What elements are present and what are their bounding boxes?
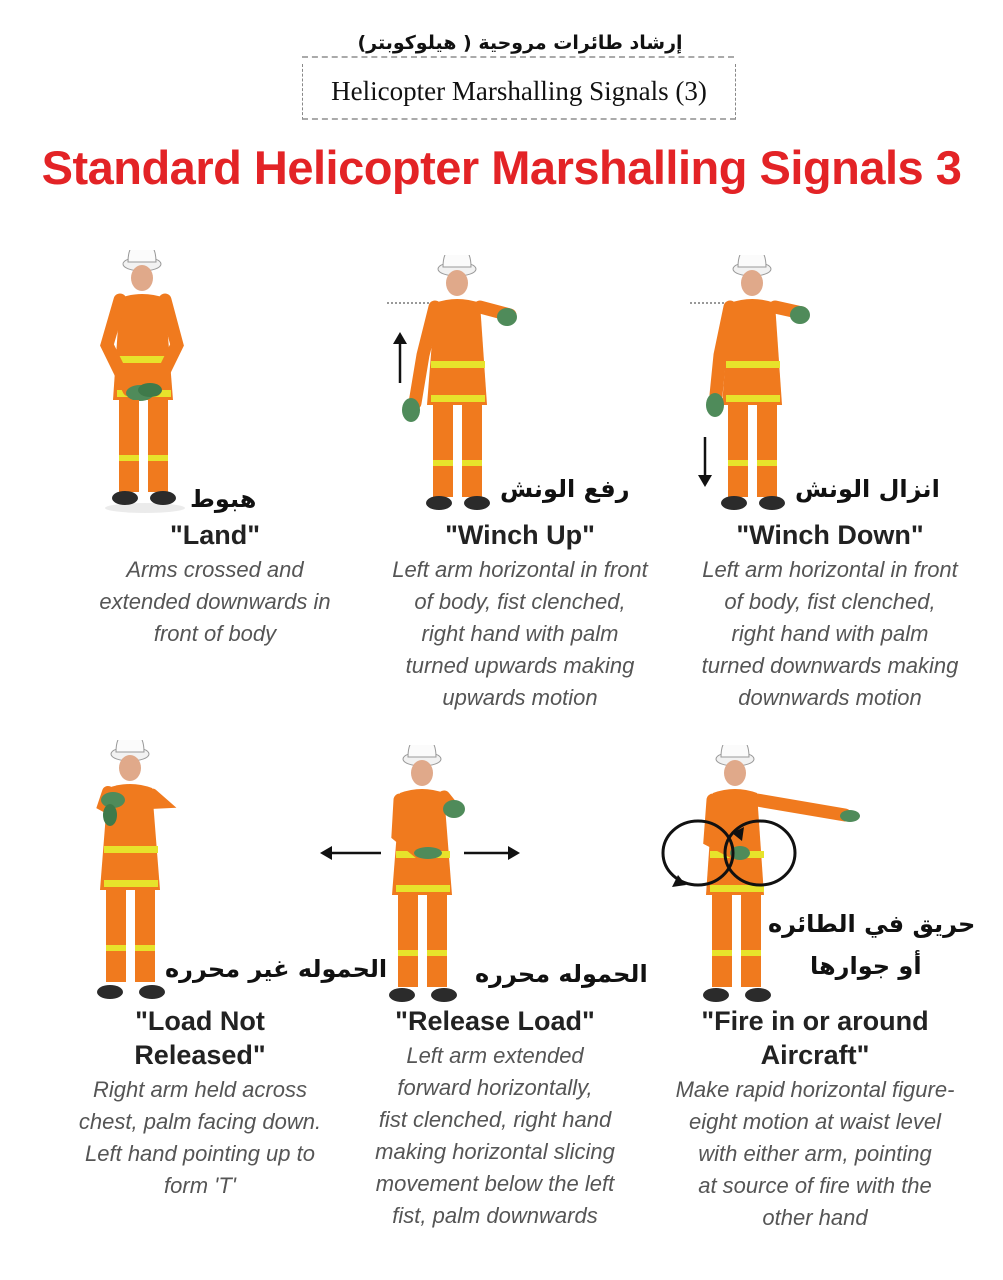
signal-description: Arms crossed and extended downwards in front of body bbox=[99, 557, 331, 646]
signal-fire-around-aircraft bbox=[660, 1004, 970, 1234]
arabic-label-land: هبوط bbox=[190, 485, 257, 513]
arabic-label-fire-1: حريق في الطائره bbox=[768, 910, 976, 938]
signal-title: "Release Load" bbox=[395, 1006, 595, 1036]
signal-winch-down bbox=[680, 518, 980, 714]
signal-title: "Winch Down" bbox=[736, 520, 924, 550]
signal-title: "Winch Up" bbox=[445, 520, 595, 550]
arabic-label-release-load: الحموله محرره bbox=[475, 960, 648, 988]
figure-land bbox=[95, 250, 195, 515]
signal-title: "Land" bbox=[169, 520, 261, 550]
signal-description: Right arm held across chest, palm facing down. Left hand pointing up to form 'T' bbox=[78, 1077, 322, 1198]
right-arrow-icon bbox=[462, 843, 524, 863]
main-heading: Standard Helicopter Marshalling Signals 3 bbox=[41, 141, 962, 194]
signal-land bbox=[70, 518, 360, 650]
figure-release-load bbox=[380, 745, 490, 1007]
up-arrow-icon bbox=[390, 330, 410, 385]
english-title: Helicopter Marshalling Signals (3) bbox=[331, 75, 707, 106]
arabic-label-load-not-released: الحموله غير محرره bbox=[165, 955, 388, 983]
signal-description: Make rapid horizontal figure- eight motion at waist level with either arm, pointing at source of fire with the other hand bbox=[675, 1077, 955, 1230]
left-arrow-icon bbox=[318, 843, 383, 863]
arabic-label-winch-up: رفع الونش bbox=[500, 475, 630, 503]
header-dashed-line bbox=[302, 56, 734, 58]
arabic-title: إرشاد طائرات مروحية ( هيلوكوبتر) bbox=[357, 32, 683, 54]
arabic-label-winch-down: انزال الونش bbox=[795, 475, 940, 503]
signal-title: "Load Not Released" bbox=[134, 1006, 266, 1070]
signal-description: Left arm horizontal in front of body, fist clenched, right hand with palm turned downwards making downwards motion bbox=[701, 557, 959, 710]
arabic-label-fire-2: أو جوارها bbox=[810, 952, 922, 980]
signal-winch-up bbox=[370, 518, 670, 714]
signal-load-not-released bbox=[55, 1004, 345, 1202]
english-title-box bbox=[302, 64, 736, 120]
signal-title: "Fire in or around Aircraft" bbox=[701, 1006, 929, 1070]
signal-description: Left arm horizontal in front of body, fist clenched, right hand with palm turned upwards making upwards motion bbox=[392, 557, 648, 710]
down-arrow-icon bbox=[695, 435, 715, 490]
signal-description: Left arm extended forward horizontally, fist clenched, right hand making horizontal slicing movement below the left fist, palm downwards bbox=[375, 1043, 615, 1228]
signal-release-load bbox=[345, 1004, 645, 1232]
